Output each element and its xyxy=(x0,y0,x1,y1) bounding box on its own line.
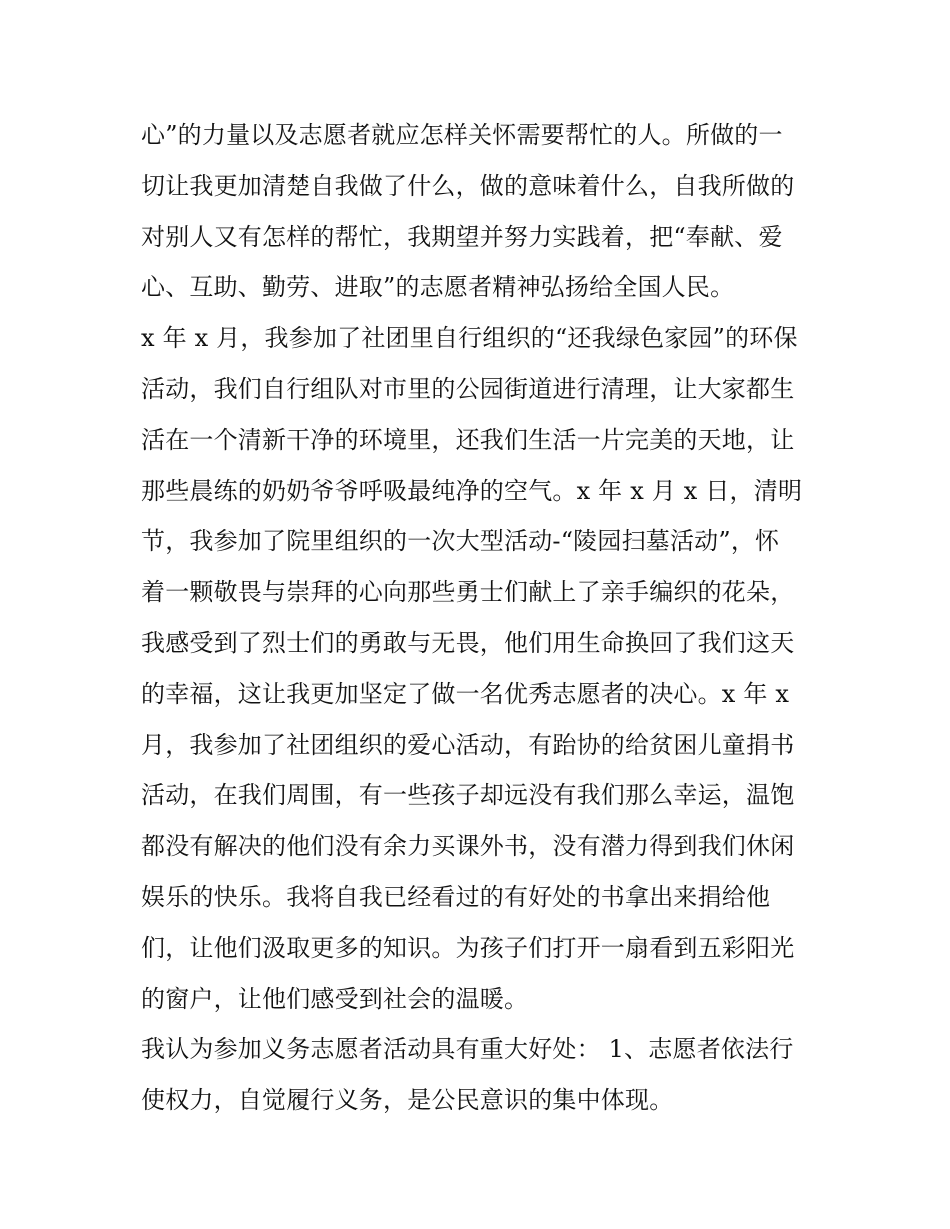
text-line-14: 活动，在我们周围，有一些孩子却远没有我们那么幸运，温饱 xyxy=(141,781,795,810)
text-line-20: 使权力，自觉履行义务，是公民意识的集中体现。 xyxy=(141,1086,674,1115)
text-line-15: 都没有解决的他们没有余力买课外书，没有潜力得到我们休闲 xyxy=(141,832,795,861)
text-line-12: 的幸福，这让我更加坚定了做一名优秀志愿者的决心。x 年 x xyxy=(141,679,790,708)
text-line-19: 我认为参加义务志愿者活动具有重大好处： 1、志愿者依法行 xyxy=(141,1035,794,1064)
document-body xyxy=(141,110,813,1126)
text-line-4: 心、互助、勤劳、进取”的志愿者精神弘扬给全国人民。 xyxy=(141,273,735,302)
text-line-18: 的窗户，让他们感受到社会的温暖。 xyxy=(141,984,529,1013)
text-line-6: 活动，我们自行组队对市里的公园街道进行清理，让大家都生 xyxy=(141,374,795,403)
text-line-16: 娱乐的快乐。我将自我已经看过的有好处的书拿出来捐给他 xyxy=(141,882,771,911)
text-line-5: x 年 x 月，我参加了社团里自行组织的“还我绿色家园”的环保 xyxy=(141,324,798,353)
text-line-7: 活在一个清新干净的环境里，还我们生活一片完美的天地，让 xyxy=(141,425,795,454)
text-line-2: 切让我更加清楚自我做了什么，做的意味着什么，自我所做的 xyxy=(141,171,795,200)
text-line-1: 心”的力量以及志愿者就应怎样关怀需要帮忙的人。所做的一 xyxy=(141,121,783,149)
text-line-3: 对别人又有怎样的帮忙，我期望并努力实践着，把“奉献、爱 xyxy=(141,222,783,251)
text-line-17: 们，让他们汲取更多的知识。为孩子们打开一扇看到五彩阳光 xyxy=(141,933,795,962)
text-line-13: 月，我参加了社团组织的爱心活动，有跆协的给贫困儿童捐书 xyxy=(141,730,795,759)
text-line-11: 我感受到了烈士们的勇敢与无畏，他们用生命换回了我们这天 xyxy=(141,628,795,657)
text-line-10: 着一颗敬畏与崇拜的心向那些勇士们献上了亲手编织的花朵， xyxy=(141,578,795,607)
text-line-8: 那些晨练的奶奶爷爷呼吸最纯净的空气。x 年 x 月 x 日，清明 xyxy=(141,476,803,505)
text-line-9: 节，我参加了院里组织的一次大型活动-“陵园扫墓活动”，怀 xyxy=(141,527,780,556)
